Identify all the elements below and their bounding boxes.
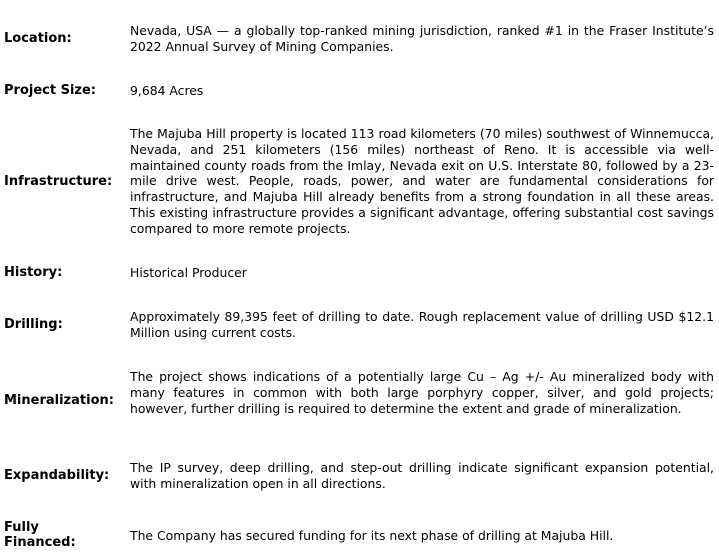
row-value-fully-financed: The Company has secured funding for its next phase of drilling at Majuba Hill.: [130, 528, 614, 543]
row-label-location: Location:: [4, 31, 72, 46]
row-value-expandability: The IP survey, deep drilling, and step-out drilling indicate significant expansion potential, with mineralization open in all directions.: [130, 460, 714, 491]
row-value-location: Nevada, USA — a globally top-ranked mining jurisdiction, ranked #1 in the Fraser Institute’s 2022 Annual Survey of Mining Companies.: [130, 23, 714, 54]
row-value-mineralization: The project shows indications of a potentially large Cu – Ag +/- Au mineralized body with many features in common with both large porphyry copper, silver, and gold projects; however, further drilling is required to determine the extent and grade of mineralization.: [130, 369, 714, 416]
row-value-project-size: 9,684 Acres: [130, 83, 204, 98]
row-label-fully-financed: Fully Financed:: [4, 520, 76, 550]
row-label-drilling: Drilling:: [4, 317, 63, 332]
row-value-history: Historical Producer: [130, 265, 247, 280]
row-label-history: History:: [4, 265, 63, 280]
row-label-infrastructure: Infrastructure:: [4, 174, 113, 189]
row-label-mineralization: Mineralization:: [4, 393, 114, 408]
row-label-project-size: Project Size:: [4, 83, 96, 98]
row-value-infrastructure: The Majuba Hill property is located 113 road kilometers (70 miles) southwest of Winnemucca, Nevada, and 251 kilometers (156 miles) northeast of Reno. It is accessible via well-maintained county roads from the Imlay, Nevada exit on U.S. Interstate 80, followed by a 23-mile drive west. People, roads, power, and water are fundamental considerations for infrastructure, and Majuba Hill already benefits from a strong foundation in all these areas. This existing infrastructure provides a significant advantage, offering substantial cost savings compared to more remote projects.: [130, 126, 714, 236]
row-value-drilling: Approximately 89,395 feet of drilling to date. Rough replacement value of drilling USD $12.1 Million using current costs.: [130, 309, 714, 340]
row-label-expandability: Expandability:: [4, 468, 110, 483]
